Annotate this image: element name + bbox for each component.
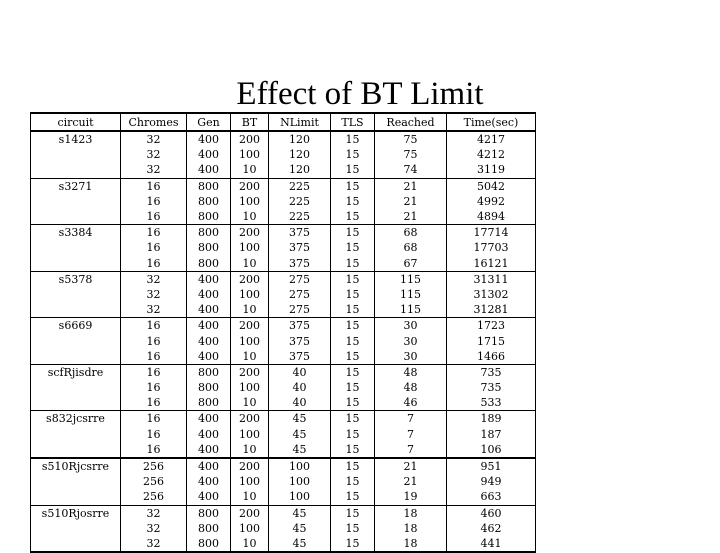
table-row: [31, 271, 536, 287]
table-row: [31, 505, 536, 521]
cell-circuit: [31, 240, 121, 255]
cell-bt: 10: [231, 489, 269, 505]
cell-gen: 400: [187, 333, 231, 348]
cell-reached: 21: [375, 458, 447, 474]
cell-bt: 10: [231, 209, 269, 225]
cell-bt: 100: [231, 380, 269, 395]
cell-chromes: 32: [121, 302, 187, 318]
cell-nlimit: 120: [269, 147, 331, 162]
cell-gen: 800: [187, 240, 231, 255]
cell-circuit: s1423: [31, 131, 121, 147]
cell-bt: 200: [231, 178, 269, 194]
cell-gen: 800: [187, 194, 231, 209]
cell-tls: 15: [331, 302, 375, 318]
cell-time: 533: [447, 395, 536, 411]
cell-time: 189: [447, 411, 536, 427]
table-header-row: [31, 113, 536, 131]
cell-chromes: 32: [121, 131, 187, 147]
cell-gen: 800: [187, 505, 231, 521]
cell-chromes: 256: [121, 458, 187, 474]
slide-title: [0, 76, 720, 112]
cell-tls: 15: [331, 162, 375, 178]
table-row: [31, 302, 536, 318]
cell-circuit: [31, 380, 121, 395]
cell-tls: 15: [331, 536, 375, 552]
cell-nlimit: 375: [269, 240, 331, 255]
cell-gen: 800: [187, 256, 231, 272]
table-row: [31, 225, 536, 241]
cell-tls: 15: [331, 521, 375, 536]
cell-gen: 400: [187, 302, 231, 318]
cell-chromes: 256: [121, 474, 187, 489]
cell-reached: 21: [375, 194, 447, 209]
cell-reached: 7: [375, 442, 447, 458]
cell-tls: 15: [331, 411, 375, 427]
cell-reached: 30: [375, 318, 447, 334]
cell-time: 17714: [447, 225, 536, 241]
cell-time: 16121: [447, 256, 536, 272]
cell-circuit: [31, 395, 121, 411]
table-row: [31, 131, 536, 147]
cell-circuit: [31, 162, 121, 178]
header-chromes: Chromes: [121, 113, 187, 131]
cell-gen: 400: [187, 131, 231, 147]
cell-reached: 67: [375, 256, 447, 272]
cell-reached: 68: [375, 240, 447, 255]
slide-title-text: Effect of BT Limit: [236, 76, 484, 112]
cell-nlimit: 275: [269, 302, 331, 318]
cell-time: 4212: [447, 147, 536, 162]
cell-circuit: [31, 302, 121, 318]
cell-reached: 30: [375, 349, 447, 365]
cell-bt: 200: [231, 271, 269, 287]
cell-nlimit: 45: [269, 536, 331, 552]
cell-bt: 100: [231, 240, 269, 255]
cell-time: 1723: [447, 318, 536, 334]
cell-gen: 400: [187, 162, 231, 178]
cell-time: 462: [447, 521, 536, 536]
cell-nlimit: 40: [269, 395, 331, 411]
table-row: [31, 240, 536, 255]
cell-chromes: 32: [121, 287, 187, 302]
cell-gen: 400: [187, 349, 231, 365]
table-row: [31, 256, 536, 272]
cell-bt: 100: [231, 287, 269, 302]
cell-bt: 200: [231, 411, 269, 427]
cell-chromes: 16: [121, 318, 187, 334]
cell-tls: 15: [331, 287, 375, 302]
cell-bt: 10: [231, 302, 269, 318]
cell-gen: 400: [187, 474, 231, 489]
cell-nlimit: 40: [269, 380, 331, 395]
cell-nlimit: 375: [269, 318, 331, 334]
cell-nlimit: 100: [269, 489, 331, 505]
cell-time: 31281: [447, 302, 536, 318]
cell-nlimit: 120: [269, 162, 331, 178]
bt-limit-table: [30, 112, 536, 553]
cell-tls: 15: [331, 442, 375, 458]
cell-chromes: 16: [121, 395, 187, 411]
cell-nlimit: 275: [269, 287, 331, 302]
cell-bt: 10: [231, 536, 269, 552]
cell-tls: 15: [331, 194, 375, 209]
cell-bt: 100: [231, 147, 269, 162]
cell-bt: 100: [231, 427, 269, 442]
cell-tls: 15: [331, 427, 375, 442]
cell-reached: 115: [375, 302, 447, 318]
table-row: [31, 380, 536, 395]
cell-nlimit: 375: [269, 225, 331, 241]
cell-gen: 400: [187, 489, 231, 505]
cell-chromes: 16: [121, 411, 187, 427]
cell-gen: 800: [187, 536, 231, 552]
cell-chromes: 32: [121, 521, 187, 536]
cell-circuit: [31, 194, 121, 209]
table-row: [31, 318, 536, 334]
cell-reached: 75: [375, 147, 447, 162]
cell-tls: 15: [331, 395, 375, 411]
cell-chromes: 16: [121, 209, 187, 225]
cell-chromes: 16: [121, 442, 187, 458]
table-row: [31, 162, 536, 178]
cell-gen: 800: [187, 364, 231, 380]
cell-time: 1715: [447, 333, 536, 348]
cell-chromes: 16: [121, 364, 187, 380]
cell-time: 4894: [447, 209, 536, 225]
cell-bt: 200: [231, 225, 269, 241]
cell-tls: 15: [331, 131, 375, 147]
cell-chromes: 256: [121, 489, 187, 505]
cell-nlimit: 120: [269, 131, 331, 147]
cell-bt: 10: [231, 162, 269, 178]
cell-reached: 19: [375, 489, 447, 505]
cell-chromes: 32: [121, 505, 187, 521]
cell-tls: 15: [331, 458, 375, 474]
table-row: [31, 427, 536, 442]
cell-chromes: 16: [121, 194, 187, 209]
cell-chromes: 32: [121, 147, 187, 162]
cell-bt: 200: [231, 458, 269, 474]
header-time: Time(sec): [447, 113, 536, 131]
cell-reached: 7: [375, 411, 447, 427]
cell-reached: 115: [375, 287, 447, 302]
table-row: [31, 287, 536, 302]
cell-reached: 48: [375, 364, 447, 380]
table-row: [31, 411, 536, 427]
table-row: [31, 364, 536, 380]
cell-reached: 115: [375, 271, 447, 287]
cell-chromes: 16: [121, 225, 187, 241]
cell-chromes: 16: [121, 178, 187, 194]
cell-reached: 46: [375, 395, 447, 411]
cell-nlimit: 275: [269, 271, 331, 287]
cell-tls: 15: [331, 318, 375, 334]
cell-nlimit: 45: [269, 442, 331, 458]
cell-nlimit: 45: [269, 521, 331, 536]
table-row: [31, 194, 536, 209]
cell-tls: 15: [331, 489, 375, 505]
cell-gen: 800: [187, 178, 231, 194]
cell-circuit: [31, 442, 121, 458]
table-row: [31, 474, 536, 489]
cell-tls: 15: [331, 364, 375, 380]
cell-bt: 10: [231, 395, 269, 411]
cell-chromes: 16: [121, 333, 187, 348]
cell-gen: 400: [187, 147, 231, 162]
cell-reached: 75: [375, 131, 447, 147]
cell-circuit: s510Rjcsrre: [31, 458, 121, 474]
cell-bt: 100: [231, 194, 269, 209]
cell-chromes: 16: [121, 427, 187, 442]
cell-reached: 74: [375, 162, 447, 178]
table-body: [31, 131, 536, 552]
cell-nlimit: 45: [269, 411, 331, 427]
table-row: [31, 442, 536, 458]
cell-time: 1466: [447, 349, 536, 365]
cell-chromes: 32: [121, 536, 187, 552]
header-gen: Gen: [187, 113, 231, 131]
table-row: [31, 536, 536, 552]
cell-nlimit: 40: [269, 364, 331, 380]
cell-nlimit: 225: [269, 209, 331, 225]
cell-tls: 15: [331, 505, 375, 521]
cell-gen: 400: [187, 318, 231, 334]
cell-nlimit: 375: [269, 333, 331, 348]
cell-nlimit: 100: [269, 458, 331, 474]
cell-circuit: s3384: [31, 225, 121, 241]
cell-bt: 200: [231, 318, 269, 334]
cell-nlimit: 45: [269, 505, 331, 521]
cell-chromes: 16: [121, 240, 187, 255]
cell-time: 31302: [447, 287, 536, 302]
cell-time: 31311: [447, 271, 536, 287]
cell-reached: 21: [375, 178, 447, 194]
cell-time: 3119: [447, 162, 536, 178]
cell-tls: 15: [331, 147, 375, 162]
header-tls: TLS: [331, 113, 375, 131]
cell-reached: 7: [375, 427, 447, 442]
cell-chromes: 16: [121, 256, 187, 272]
cell-tls: 15: [331, 380, 375, 395]
header-bt: BT: [231, 113, 269, 131]
table-row: [31, 489, 536, 505]
cell-time: 441: [447, 536, 536, 552]
cell-chromes: 16: [121, 349, 187, 365]
cell-nlimit: 375: [269, 349, 331, 365]
cell-tls: 15: [331, 349, 375, 365]
cell-gen: 800: [187, 225, 231, 241]
cell-nlimit: 100: [269, 474, 331, 489]
cell-gen: 800: [187, 521, 231, 536]
cell-circuit: [31, 256, 121, 272]
cell-bt: 100: [231, 333, 269, 348]
cell-nlimit: 225: [269, 178, 331, 194]
cell-reached: 18: [375, 521, 447, 536]
table-row: [31, 147, 536, 162]
cell-time: 951: [447, 458, 536, 474]
cell-reached: 18: [375, 505, 447, 521]
cell-reached: 30: [375, 333, 447, 348]
header-reached: Reached: [375, 113, 447, 131]
cell-reached: 21: [375, 209, 447, 225]
cell-circuit: s832jcsrre: [31, 411, 121, 427]
cell-gen: 800: [187, 380, 231, 395]
cell-circuit: [31, 287, 121, 302]
cell-time: 4217: [447, 131, 536, 147]
cell-time: 106: [447, 442, 536, 458]
cell-circuit: [31, 427, 121, 442]
cell-gen: 800: [187, 209, 231, 225]
cell-time: 735: [447, 364, 536, 380]
cell-time: 17703: [447, 240, 536, 255]
header-circuit: circuit: [31, 113, 121, 131]
cell-gen: 400: [187, 442, 231, 458]
header-nlimit: NLimit: [269, 113, 331, 131]
cell-nlimit: 375: [269, 256, 331, 272]
table-row: [31, 395, 536, 411]
cell-tls: 15: [331, 209, 375, 225]
cell-circuit: s3271: [31, 178, 121, 194]
cell-tls: 15: [331, 240, 375, 255]
cell-chromes: 32: [121, 162, 187, 178]
cell-time: 460: [447, 505, 536, 521]
cell-bt: 10: [231, 349, 269, 365]
table-row: [31, 333, 536, 348]
cell-bt: 10: [231, 256, 269, 272]
cell-time: 187: [447, 427, 536, 442]
cell-chromes: 32: [121, 271, 187, 287]
cell-circuit: s5378: [31, 271, 121, 287]
cell-circuit: [31, 521, 121, 536]
cell-circuit: s510Rjosrre: [31, 505, 121, 521]
cell-tls: 15: [331, 271, 375, 287]
cell-tls: 15: [331, 225, 375, 241]
cell-gen: 400: [187, 287, 231, 302]
cell-bt: 100: [231, 474, 269, 489]
cell-gen: 800: [187, 395, 231, 411]
cell-circuit: scfRjisdre: [31, 364, 121, 380]
cell-reached: 48: [375, 380, 447, 395]
cell-gen: 400: [187, 427, 231, 442]
table-row: [31, 349, 536, 365]
table-row: [31, 458, 536, 474]
cell-reached: 21: [375, 474, 447, 489]
table-row: [31, 209, 536, 225]
cell-circuit: [31, 147, 121, 162]
cell-time: 949: [447, 474, 536, 489]
cell-circuit: [31, 489, 121, 505]
cell-bt: 100: [231, 521, 269, 536]
cell-circuit: [31, 333, 121, 348]
cell-tls: 15: [331, 178, 375, 194]
cell-tls: 15: [331, 474, 375, 489]
table-row: [31, 178, 536, 194]
cell-time: 5042: [447, 178, 536, 194]
cell-circuit: [31, 209, 121, 225]
cell-circuit: [31, 474, 121, 489]
cell-gen: 400: [187, 271, 231, 287]
cell-reached: 68: [375, 225, 447, 241]
cell-time: 735: [447, 380, 536, 395]
cell-gen: 400: [187, 458, 231, 474]
cell-bt: 200: [231, 364, 269, 380]
cell-bt: 10: [231, 442, 269, 458]
cell-time: 4992: [447, 194, 536, 209]
cell-nlimit: 45: [269, 427, 331, 442]
cell-time: 663: [447, 489, 536, 505]
cell-tls: 15: [331, 256, 375, 272]
cell-tls: 15: [331, 333, 375, 348]
cell-nlimit: 225: [269, 194, 331, 209]
cell-circuit: [31, 536, 121, 552]
cell-reached: 18: [375, 536, 447, 552]
table-row: [31, 521, 536, 536]
cell-circuit: [31, 349, 121, 365]
cell-circuit: s6669: [31, 318, 121, 334]
cell-bt: 200: [231, 505, 269, 521]
cell-chromes: 16: [121, 380, 187, 395]
cell-gen: 400: [187, 411, 231, 427]
cell-bt: 200: [231, 131, 269, 147]
